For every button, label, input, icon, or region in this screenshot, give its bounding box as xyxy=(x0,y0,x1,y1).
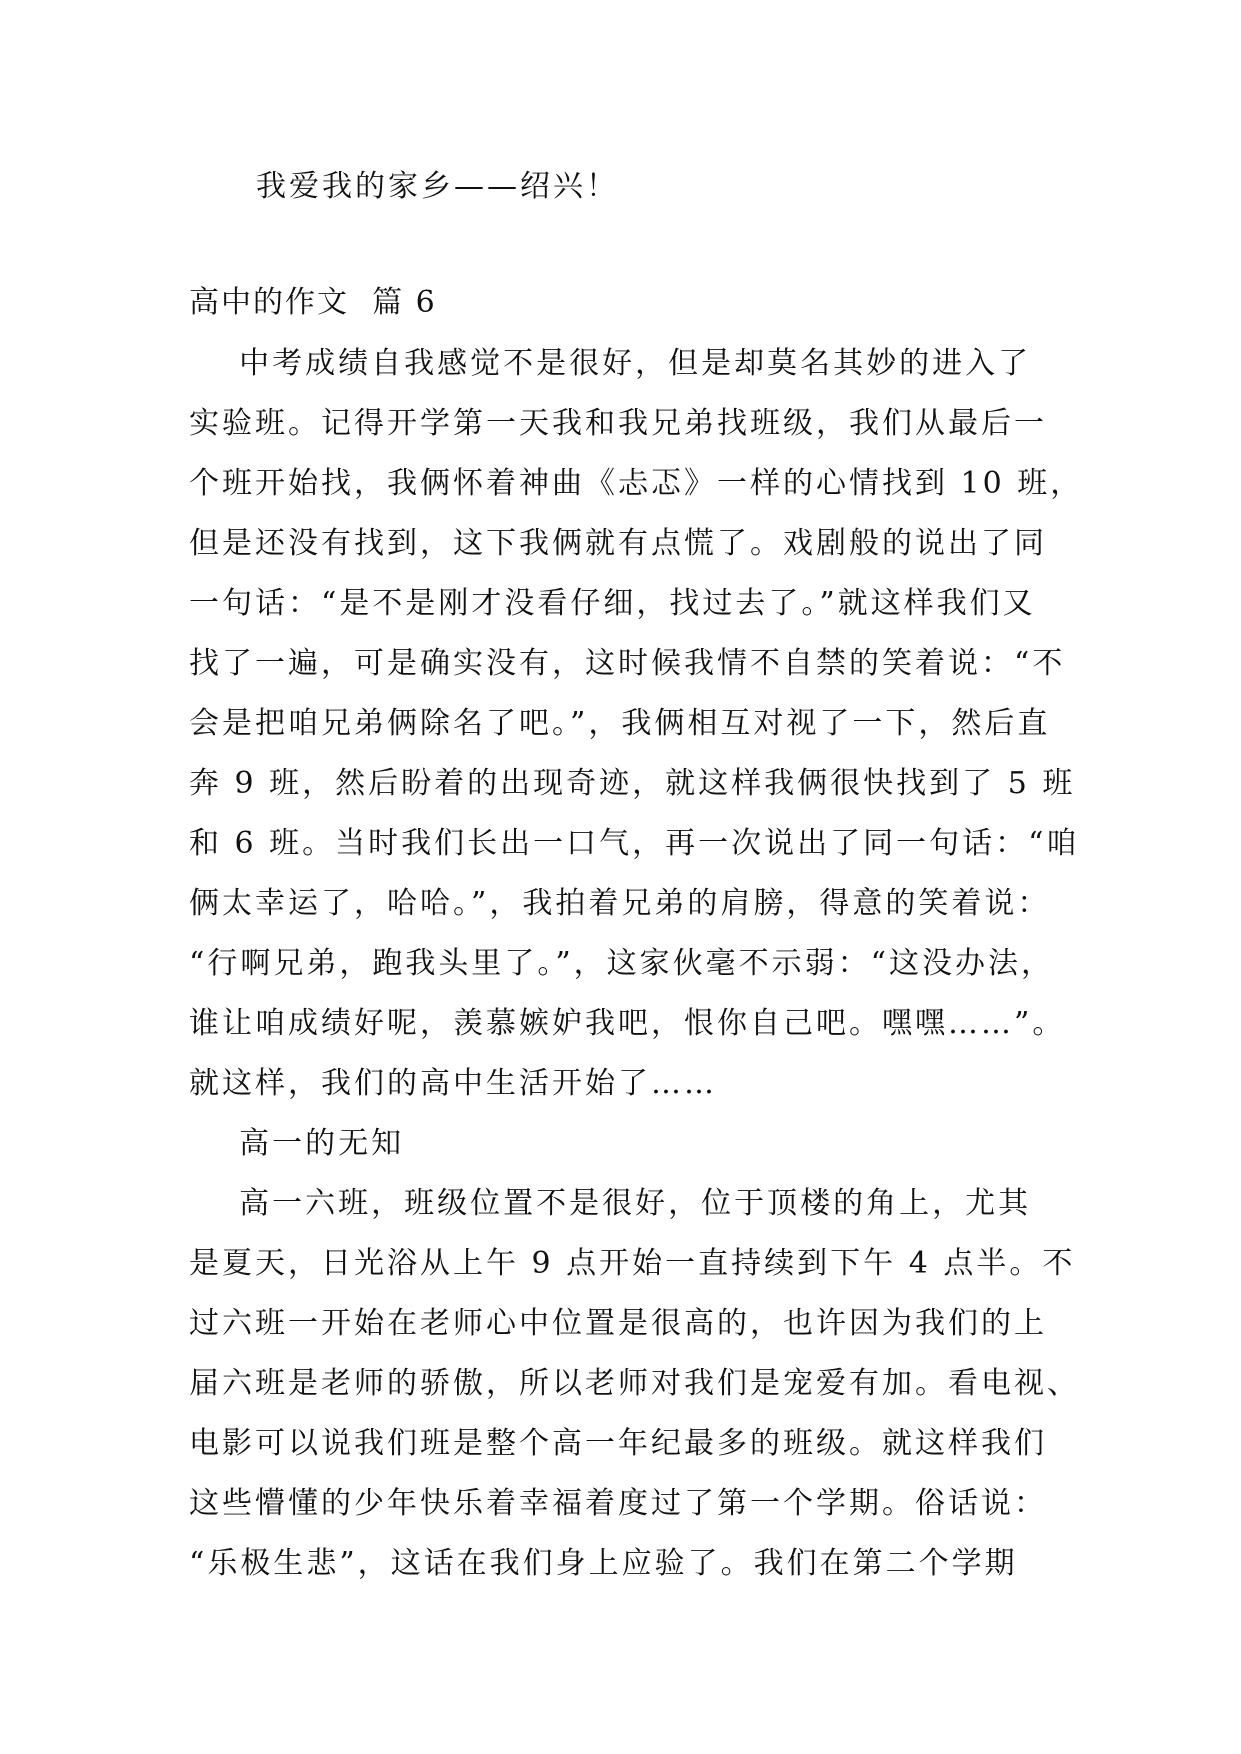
text-line: 中考成绩自我感觉不是很好，但是却莫名其妙的进入了 xyxy=(189,346,1032,381)
text-line: “乐极生悲”，这话在我们身上应验了。我们在第二个学期 xyxy=(189,1546,1018,1581)
text-line: 电影可以说我们班是整个高一年纪最多的班级。就这样我们 xyxy=(189,1426,1047,1461)
text-line: 这些懵懂的少年快乐着幸福着度过了第一个学期。俗话说： xyxy=(189,1486,1047,1521)
text-line: 高一六班，班级位置不是很好，位于顶楼的角上，尤其 xyxy=(189,1186,1032,1221)
closing-line: 我爱我的家乡——绍兴！ xyxy=(256,169,619,204)
text-line: 但是还没有找到，这下我俩就有点慌了。戏剧般的说出了同 xyxy=(189,526,1047,561)
text-line: 找了一遍，可是确实没有，这时候我情不自禁的笑着说：“不 xyxy=(189,646,1066,681)
text-line: 个班开始找，我俩怀着神曲《忐忑》一样的心情找到 10 班， xyxy=(189,466,1084,501)
text-line: 和 6 班。当时我们长出一口气，再一次说出了同一句话：“咱 xyxy=(189,826,1080,861)
text-line: 奔 9 班，然后盼着的出现奇迹，就这样我俩很快找到了 5 班 xyxy=(189,766,1076,801)
text-line: “行啊兄弟，跑我头里了。”，这家伙毫不示弱：“这没办法， xyxy=(189,946,1055,981)
text-line: 一句话：“是不是刚才没看仔细，找过去了。”就这样我们又 xyxy=(189,586,1036,621)
text-line: 俩太幸运了，哈哈。”，我拍着兄弟的肩膀，得意的笑着说： xyxy=(189,886,1051,921)
text-line: 就这样，我们的高中生活开始了…… xyxy=(189,1066,717,1101)
section-heading: 高中的作文 篇 6 xyxy=(189,285,437,320)
text-line: 是夏天，日光浴从上午 9 点开始一直持续到下午 4 点半。不 xyxy=(189,1246,1076,1281)
text-line: 实验班。记得开学第一天我和我兄弟找班级，我们从最后一 xyxy=(189,406,1047,441)
text-line: 会是把咱兄弟俩除名了吧。”，我俩相互对视了一下，然后直 xyxy=(189,706,1051,741)
subheading-line: 高一的无知 xyxy=(189,1126,405,1161)
text-line: 过六班一开始在老师心中位置是很高的，也许因为我们的上 xyxy=(189,1306,1047,1341)
text-line: 谁让咱成绩好呢，羡慕嫉妒我吧，恨你自己吧。嘿嘿……”。 xyxy=(189,1006,1066,1041)
text-line: 届六班是老师的骄傲，所以老师对我们是宠爱有加。看电视、 xyxy=(189,1366,1080,1401)
